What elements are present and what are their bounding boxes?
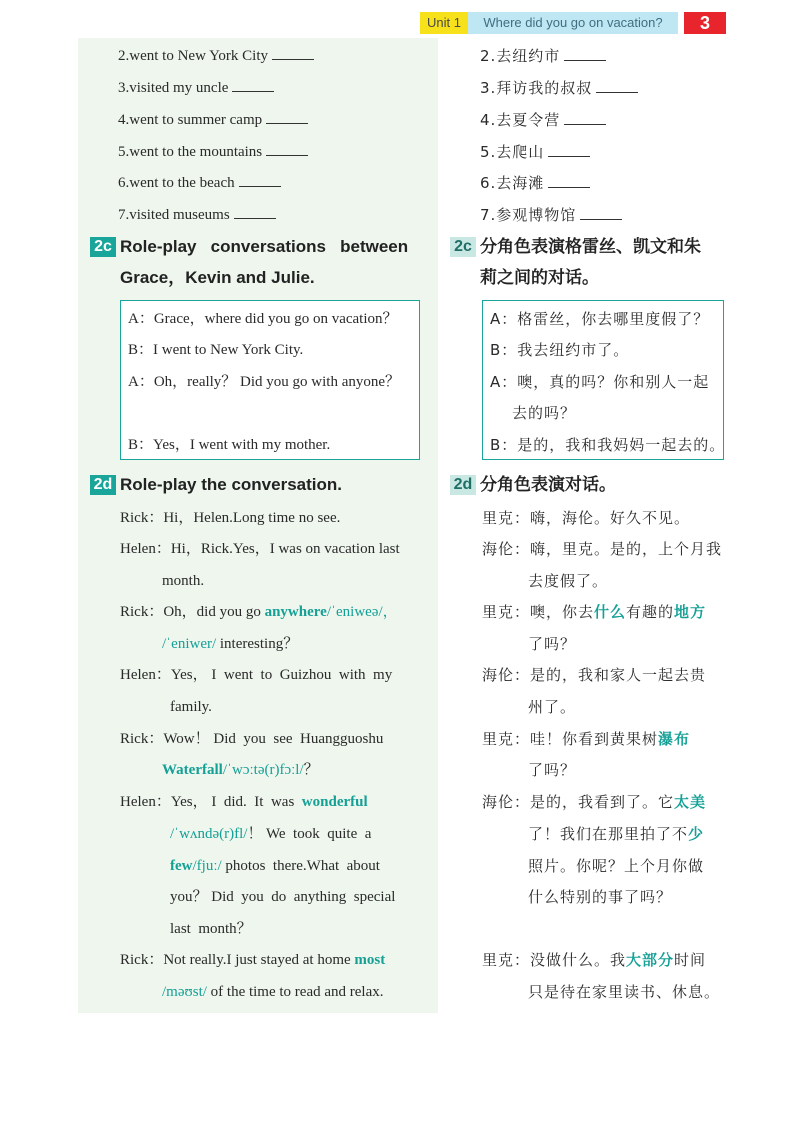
dialog-line: 了吗？ [528,761,577,779]
dialog-line: 海伦：嗨，里克。是的，上个月我 [482,540,723,558]
dialog-line: family. [170,699,212,715]
unit-label: Unit 1 [420,12,468,34]
unit-title: Where did you go on vacation? [468,12,678,34]
dialog-line: B：是的，我和我妈妈一起去的。 [490,436,726,454]
list-item: 4.去夏令营 [480,110,606,130]
dialog-line: Helen：Yes， I went to Guizhou with my [120,667,393,683]
dialog-line: Helen：Yes， I did. It was wonderful [120,794,368,810]
dialog-line: Waterfall/ˈwɔːtə(r)fɔːl/？ [162,762,319,778]
list-item: 6.went to the beach [118,173,281,193]
list-item: 2.went to New York City [118,46,314,66]
dialog-line: few/fjuː/ photos there.What about [170,858,380,874]
list-item: 3.拜访我的叔叔 [480,78,638,98]
section-badge-2d: 2d [90,475,116,495]
dialog-line: 了！我们在那里拍了不少 [528,825,705,843]
dialog-line: Rick：Not really.I just stayed at home most [120,952,386,968]
dialog-line: 什么特别的事了吗？ [528,888,673,906]
dialog-line: 了吗？ [528,635,577,653]
dialog-line: 只是待在家里读书、休息。 [528,983,721,1001]
dialog-line: 里克：没做什么。我大部分时间 [482,951,707,969]
dialog-line: 海伦：是的，我和家人一起去贵 [482,666,707,684]
section-badge-2c-cn: 2c [450,237,476,257]
dialog-line: Rick：Hi，Helen.Long time no see. [120,510,341,526]
dialog-line: A：格雷丝，你去哪里度假了？ [490,310,710,328]
list-item: 7.参观博物馆 [480,205,622,225]
list-item: 5.went to the mountains [118,142,308,162]
list-item: 2.去纽约市 [480,46,606,66]
vocab-word: anywhere [264,604,327,620]
dialog-line: Helen：Hi，Rick.Yes，I was on vacation last [120,541,400,557]
list-item: 4.went to summer camp [118,110,308,130]
dialog-line: Rick：Oh，did you go anywhere/ˈeniweə/， [120,604,398,620]
vocab-word: wonderful [301,794,368,810]
dialog-line: month. [162,573,205,589]
dialog-line: B：我去纽约市了。 [490,341,630,359]
vocab-word: few [170,858,193,874]
section-title-2d-cn: 分角色表演对话。 [480,475,616,495]
dialog-line: last month？ [170,921,252,937]
dialog-line: 照片。你呢？上个月你做 [528,857,705,875]
dialog-line: B：Yes，I went with my mother. [128,437,331,453]
dialog-line: 州了。 [528,698,577,716]
section-title-2c-cn: 分角色表演格雷丝、凯文和朱 [480,237,701,257]
list-item: 6.去海滩 [480,173,590,193]
section-badge-2d-cn: 2d [450,475,476,495]
dialog-line: 去度假了。 [528,572,609,590]
dialog-line: A：Grace，where did you go on vacation？ [128,311,398,327]
dialog-line: /ˈeniwer/ interesting？ [162,636,299,652]
dialog-line: 里克：哇！你看到黄果树瀑布 [482,730,691,748]
list-item: 3.visited my uncle [118,78,274,98]
dialog-line: 海伦：是的，我看到了。它太美 [482,793,707,811]
dialog-line: 去的吗？ [512,404,577,422]
dialog-line: A：噢，真的吗？你和别人一起 [490,373,710,391]
dialog-line: 里克：嗨，海伦。好久不见。 [482,509,691,527]
section-title-2d: Role-play the conversation. [120,475,342,494]
list-item: 7.visited museums [118,205,276,225]
list-item: 5.去爬山 [480,142,590,162]
dialog-line: Rick：Wow！ Did you see Huangguoshu [120,731,384,747]
dialog-line: A：Oh，really？ Did you go with anyone？ [128,374,401,390]
dialog-line: you？ Did you do anything special [170,889,396,905]
page-number: 3 [684,12,726,34]
section-badge-2c: 2c [90,237,116,257]
section-title-2c-cn-line2: 莉之间的对话。 [480,268,599,288]
dialog-line: /məʊst/ of the time to read and relax. [162,984,384,1000]
dialog-line: 里克：噢，你去什么有趣的地方 [482,603,707,621]
dialog-line: B：I went to New York City. [128,342,304,358]
vocab-word: Waterfall [162,762,223,778]
vocab-word: most [354,952,386,968]
section-title-2c: Role-play conversations between [120,237,409,256]
dialog-line: /ˈwʌndə(r)fl/！ We took quite a [170,826,372,842]
section-title-2c-line2: Grace，Kevin and Julie. [120,268,315,287]
